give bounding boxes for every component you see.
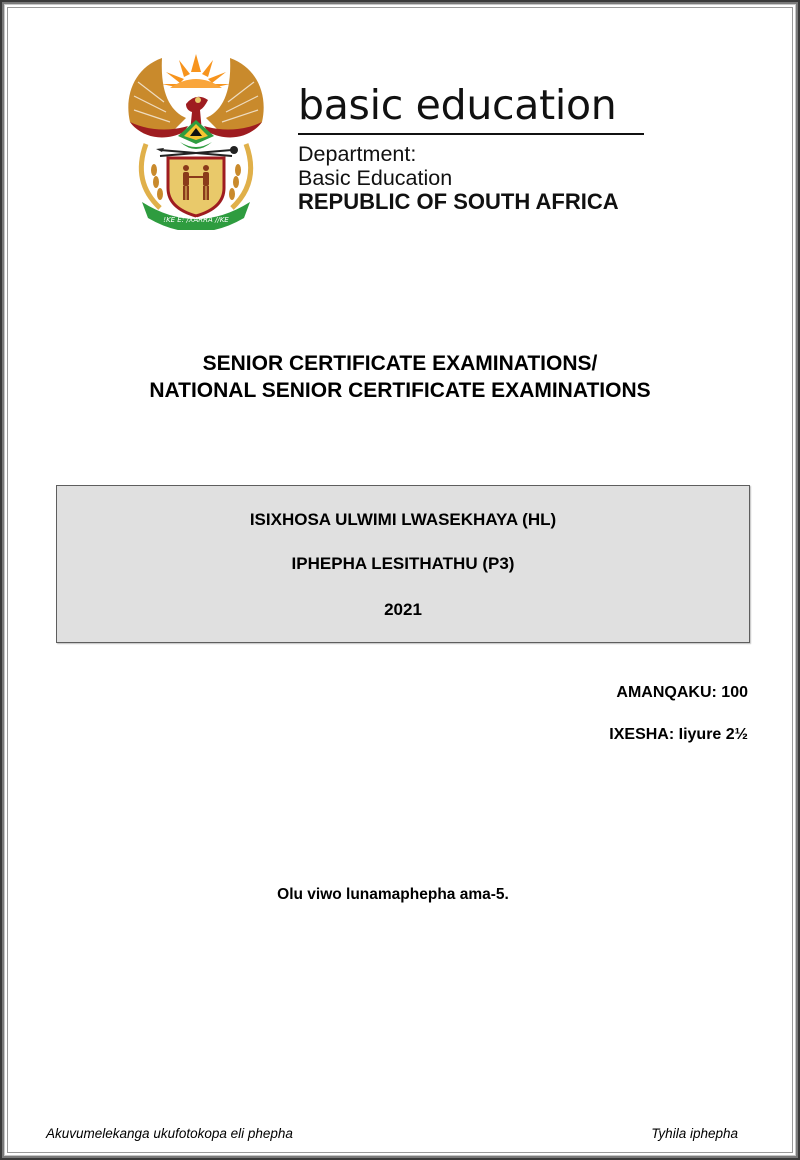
exam-title-line-1: SENIOR CERTIFICATE EXAMINATIONS/	[202, 352, 598, 375]
copyright-notice: Akuvumelekanga ukufotokopa eli phepha	[46, 1126, 293, 1141]
subject-box	[56, 485, 750, 643]
country-name: REPUBLIC OF SOUTH AFRICA	[298, 189, 619, 214]
department-name: Basic Education	[298, 166, 453, 190]
brand-block	[298, 80, 648, 214]
paper-title: IPHEPHA LESITHATHU (P3)	[291, 554, 515, 573]
department-label: Department:	[298, 142, 417, 166]
south-africa-coat-of-arms-icon	[124, 52, 268, 230]
subject-title: ISIXHOSA ULWIMI LWASEKHAYA (HL)	[249, 510, 557, 529]
brand-divider	[298, 133, 644, 135]
exam-duration: IXESHA: Iiyure 2½	[609, 726, 748, 743]
turn-page-note: Tyhila iphepha	[651, 1126, 738, 1141]
exam-titles	[0, 350, 800, 404]
motto-text: !KE E: /XARRA //KE	[163, 216, 229, 224]
page-count-note: Olu viwo lunamaphepha ama-5.	[277, 886, 509, 903]
total-marks: AMANQAKU: 100	[616, 684, 748, 701]
brand-title: basic education	[298, 81, 617, 129]
exam-year: 2021	[384, 600, 422, 619]
exam-title-line-2: NATIONAL SENIOR CERTIFICATE EXAMINATIONS	[149, 379, 651, 402]
